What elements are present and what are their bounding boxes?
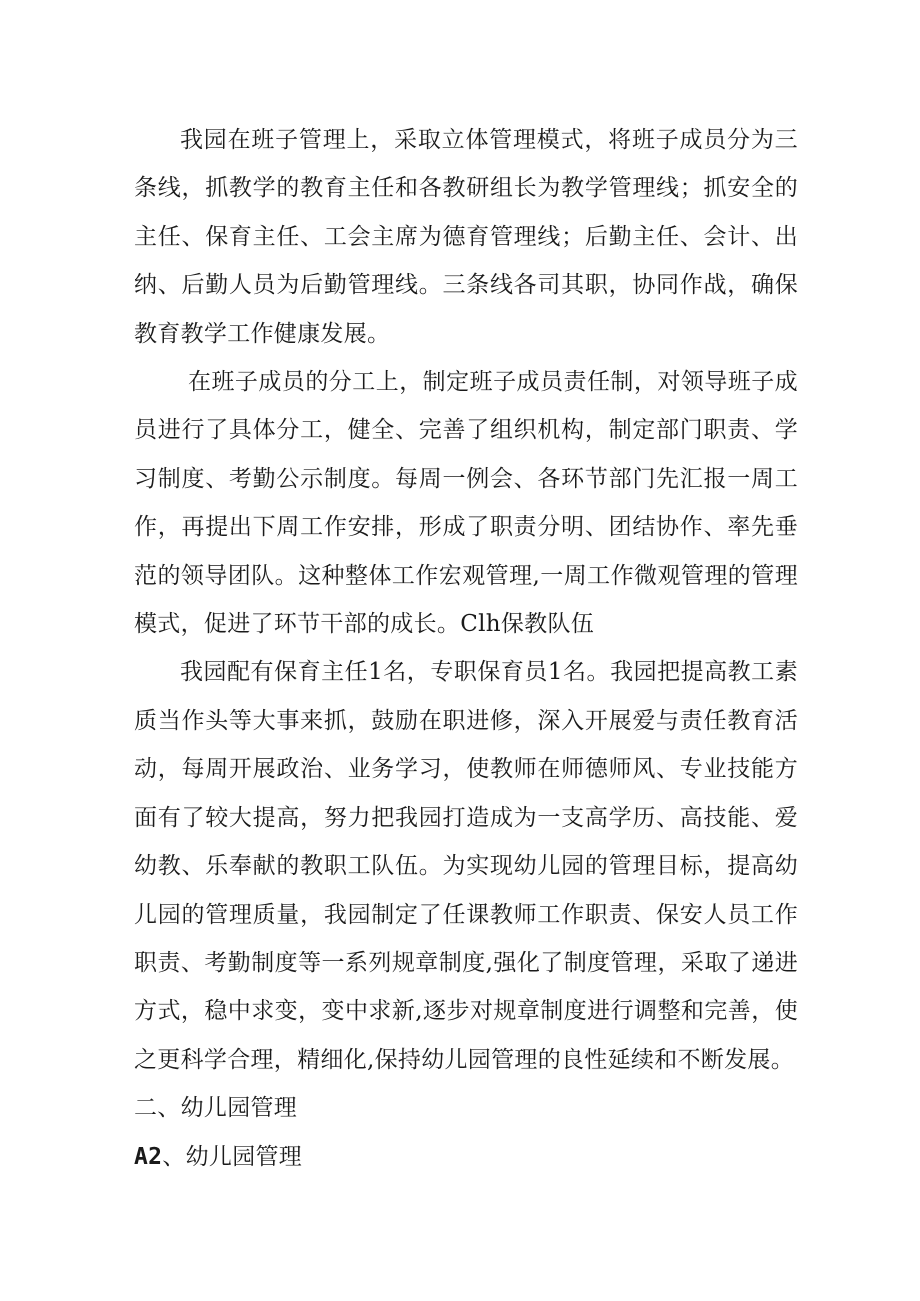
subsection-title: 、幼儿园管理 (162, 1143, 303, 1170)
subsection-number: A2 (134, 1143, 163, 1170)
paragraph-staff-team: 我园配有保育主任1名，专职保育员1名。我园把提高教工素质当作头等大事来抓，鼓励在职进修，深入开展爱与责任教育活动，每周开展政治、业务学习，使教师在师德师风、专业技能方面有了较大提高，努力把我园打造成为一支高学历、高技能、爱幼教、乐奉献的教职工队伍。为实现幼儿园的管理目标，提高幼儿园的管理质量，我园制定了任课教师工作职责、保安人员工作职责、考勤制度等一系列规章制度,强化了制度管理，采取了递进方式，稳中求变，变中求新,逐步对规章制度进行调整和完善，使之更科学合理，精细化,保持幼儿园管理的良性延续和不断发展。 (134, 659, 798, 1073)
document-body (134, 116, 798, 1181)
paragraph-leadership-structure: 我园在班子管理上，采取立体管理模式，将班子成员分为三条线，抓教学的教育主任和各教研组长为教学管理线；抓安全的主任、保育主任、工会主席为德育管理线；后勤主任、会计、出纳、后勤人员为后勤管理线。三条线各司其职，协同作战，确保教育教学工作健康发展。 (134, 127, 798, 347)
paragraph-division-of-labor: 在班子成员的分工上，制定班子成员责任制，对领导班子成员进行了具体分工，健全、完善了组织机构，制定部门职责、学习制度、考勤公示制度。每周一例会、各环节部门先汇报一周工作，再提出下周工作安排，形成了职责分明、团结协作、率先垂范的领导团队。这种整体工作宏观管理,一周工作微观管理的管理模式，促进了环节干部的成长。Clh保教队伍 (134, 369, 798, 638)
section-heading-kindergarten-management: 二、幼儿园管理 (134, 1095, 298, 1122)
subsection-heading-kindergarten-management (134, 1133, 798, 1181)
